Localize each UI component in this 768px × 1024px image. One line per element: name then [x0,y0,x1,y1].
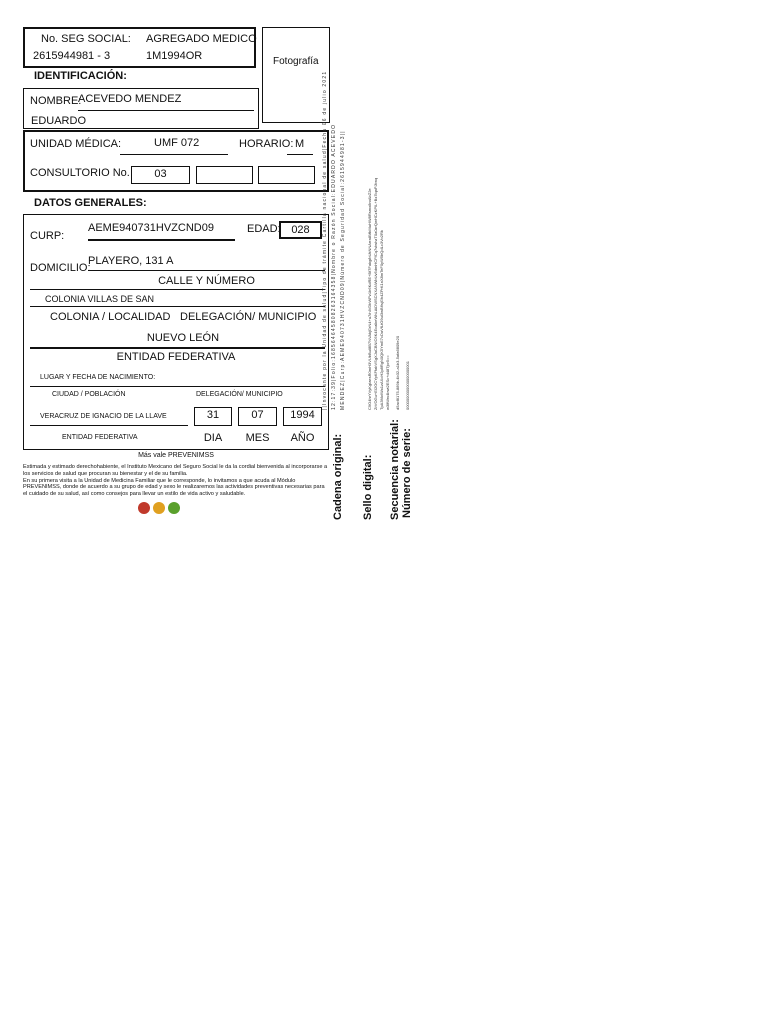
prevenimss-logo [138,502,183,518]
edad-value: 028 [279,221,322,239]
mes-label: MES [245,432,270,444]
sello-line-4: w3lfWrv4bwt2ESc+d48Tjcr5== [385,355,390,410]
nss-value: 2615944981 - 3 [33,50,111,62]
secuencia-label: Secuencia notarial: [389,419,401,520]
nombre-underline [78,110,254,111]
cadena-label: Cadena original: [332,433,344,520]
serie-value: 0000000000000000000001 [405,361,410,410]
sello-line-5: d5acf8175-889b-4b32-a1b3-5afa6809e20 [395,335,400,410]
cadena-line-1: ||Invocante por la Unidad de salud|Tipo de trámite Cartilla nacional de salud|Fecha 06 de julio 2021 [322,70,328,410]
consultorio-box-2 [196,166,253,184]
curp-value: AEME940731HVZCND09 [88,222,214,234]
entidad-nacimiento-underline [30,425,188,426]
sello-line-3: TpA3Mv/Wx1zAXcH2p8RgN0QK5YmE7cDaVfLtO9uI3wB6sjGh4ZPrK1nX8mTeF0yW5bQdLc3Vo2Rk [379,230,384,410]
photo-box [262,27,330,123]
unidad-underline [120,154,228,155]
calle-underline [30,289,325,290]
sello-label: Sello digital: [362,454,374,520]
welcome-notice-paragraph-1: Estimada y estimado derechohabiente, el Instituto Mexicano del Seguro Social le da la cordial bienvenida al incorporarse a los servicios de salud que procuran su bienestar y el de su familia. [23,464,328,477]
dia-value: 31 [194,407,232,426]
entidad-underline [30,347,325,349]
anio-label: AÑO [290,432,315,444]
consultorio-label: CONSULTORIO No. [30,167,130,179]
delegacion-caption: DELEGACIÓN/ MUNICIPIO [180,311,317,323]
agregado-label: AGREGADO MEDICO [146,33,257,45]
consultorio-value: 03 [131,166,190,184]
mes-value: 07 [238,407,277,426]
nombre-value: ACEVEDO MENDEZ [78,93,182,105]
logo-circle-yellow [153,502,165,514]
serie-label: Número de serie: [401,428,413,518]
agregado-value: 1M1994OR [146,50,203,62]
ciudad-caption: CIUDAD / POBLACIÓN [52,391,126,398]
domicilio-underline [88,270,325,271]
sello-line-2: ZrVOGu+EI2OCYpKFfabVSgXJaCBNIC6K4EcalkeWhLiADWSCNXANWbUv5dmHCP/Cq7vIwhzT0a0zrQwHCzKPIL+Bx7iqaPJbnq [373,177,378,410]
delegacion-caption-2: DELEGACIÓN/ MUNICIPIO [196,391,283,398]
colonia-value: COLONIA VILLAS DE SAN [45,294,155,304]
welcome-notice [23,464,329,498]
colonia-caption: COLONIA / LOCALIDAD [50,311,171,323]
welcome-notice-paragraph-2: En su primera visita a la Unidad de Medicina Familiar que le corresponde, lo invitamos a que acuda al Módulo PREVENIMSS, donde de acuerdo a su grupo de edad y sexo le realizaremos las actividades preventivas necesarias para el cuidado de su salud, así como consejos para llevar un estilo de vida activo y saludable. [23,477,325,498]
domicilio-value: PLAYERO, 131 A [88,255,174,267]
entidad-caption: ENTIDAD FEDERATIVA [116,351,236,363]
curp-label: CURP: [30,230,65,242]
domicilio-label: DOMICILIO: [30,262,91,274]
colonia-underline [30,306,325,307]
nombre-value-2: EDUARDO [31,115,87,127]
entidad-caption-2: ENTIDAD FEDERATIVA [62,434,138,441]
consultorio-box-3 [258,166,315,184]
edad-label: EDAD: [247,223,281,235]
cadena-line-3: MENDEZ|Curp:AEME940731HVZCND09|Número de Seguridad Social:2615944981-3|| [340,130,346,410]
nacimiento-label: LUGAR Y FECHA DE NACIMIENTO: [40,374,156,381]
dia-label: DIA [203,432,223,444]
horario-value: M [295,138,305,150]
entidad-value: NUEVO LEÓN [146,332,220,344]
photo-label: Fotografía [273,56,319,67]
unidad-label: UNIDAD MÉDICA: [30,138,122,150]
logo-circle-green [168,502,180,514]
nombre-label: NOMBRE: [30,95,82,107]
curp-underline [88,239,235,241]
horario-underline [287,154,313,155]
nacimiento-underline [30,386,325,387]
identificacion-title: IDENTIFICACIÓN: [34,70,127,82]
anio-value: 1994 [283,407,322,426]
unidad-value: UMF 072 [154,137,200,149]
horario-label: HORARIO: [239,138,294,150]
entidad-nacimiento-value: VERACRUZ DE IGNACIO DE LA LLAVE [40,413,167,420]
logo-circle-red [138,502,150,514]
calle-caption: CALLE Y NÚMERO [158,275,255,287]
nss-label: No. SEG SOCIAL: [41,33,131,45]
cadena-line-2: 12:17:39|Folio:168564645808263164358|Nombre o Razón Social:EDUARDO ACEVEDO [331,123,337,410]
prevenimss-slogan: Más vale PREVENIMSS [138,452,214,459]
sello-line-1: C9O4hrYVyKgIaesR0mH3VUbBu/8B7NVAkjGrN4+u7/nIVDbWPz1b6KdRE+Bf7Fakg/bUkNNArra8MkMuHW8Rsmo8rvAbZ2e [367,188,372,410]
datos-generales-title: DATOS GENERALES: [34,197,147,209]
